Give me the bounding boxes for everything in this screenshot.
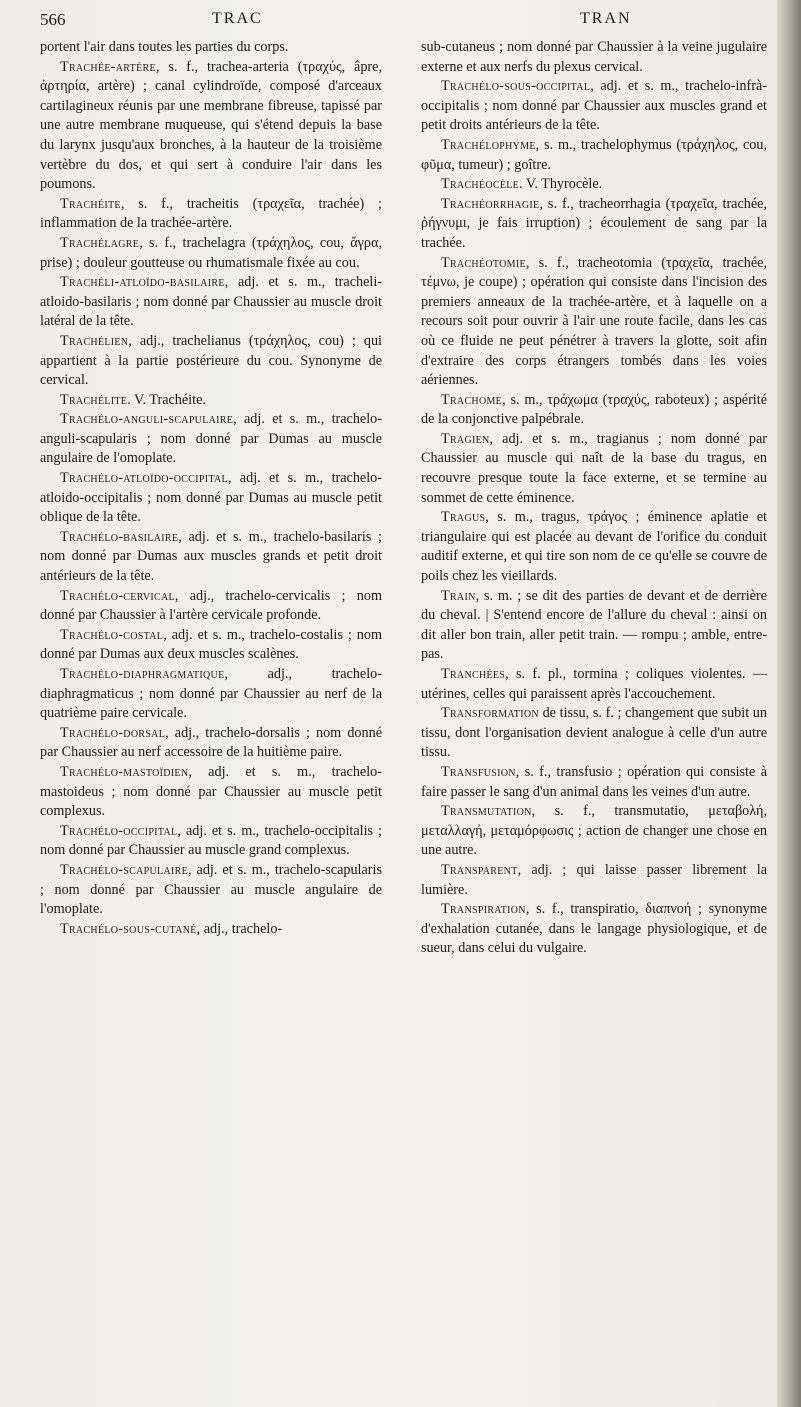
entry-headword: Trachélagre — [60, 234, 140, 251]
entry-definition: , s. m., τράχωμα (τραχύς, raboteux) ; aspérité de la conjonctive palpébrale. — [421, 391, 767, 428]
entry-headword: Trachélo-dorsal — [60, 724, 166, 741]
continuation-text: sub-cutaneus ; nom donné par Chaussier à la veine jugulaire externe et aux nerfs du plexus cervical. — [421, 39, 767, 75]
entry-definition: , s. f., tracheitis (τραχεῖα, trachée) ; inflammation de la trachée-artère. — [40, 195, 382, 232]
entry-headword: Transfusion — [441, 763, 516, 780]
entry-headword: Trachélo-scapulaire — [60, 861, 188, 878]
entry-definition: , s. m., trachelophymus (τράχηλος, cou, φῦμα, tumeur) ; goître. — [421, 136, 767, 173]
entry-definition: , adj., trachelianus (τράχηλος, cou) ; qui appartient à la partie postérieure du cou. Synonyme de cervical. — [40, 332, 382, 389]
entry-definition: , adj. et s. m., trachelo-anguli-scapularis ; nom donné par Dumas au muscle angulaire de l'omoplate. — [40, 411, 382, 467]
dictionary-entry — [40, 195, 382, 234]
dictionary-entry — [421, 77, 767, 136]
dictionary-entry — [421, 861, 767, 900]
entry-definition: , adj. et s. m., trachelo-atloido-occipitalis ; nom donné par Dumas au muscle petit oblique de la tête. — [40, 470, 382, 526]
entry-headword: Train — [441, 587, 476, 604]
right-column — [421, 38, 767, 959]
entry-headword: Trachéotomie — [441, 254, 526, 271]
dictionary-entry — [40, 822, 382, 861]
running-head-left: TRAC — [212, 10, 263, 27]
dictionary-entry — [40, 273, 382, 332]
page-number: 566 — [40, 10, 66, 29]
entry-headword: Tranchées — [441, 666, 506, 682]
entry-definition: , adj. et s. m., trachelo-basilaris ; nom donné par Dumas aux muscles grands et petit droit antérieurs de la tête. — [40, 528, 382, 585]
entry-definition: , adj. et s. m., trachelo-infrà-occipitalis ; nom donné par Chaussier aux muscles grand et petit droits antérieurs de la tête. — [421, 78, 767, 134]
entry-definition: , adj., trachelo- — [196, 920, 283, 937]
entry-definition: , adj. et s. m., tracheli-atloido-basilaris ; nom donné par Chaussier au muscle droit latéral de la tête. — [40, 274, 382, 330]
dictionary-entry — [40, 920, 382, 940]
dictionary-entry — [421, 430, 767, 508]
entry-headword: Trachélo-costal — [60, 626, 164, 643]
dictionary-entry — [40, 234, 382, 273]
entry-definition: , s. m., tragus, τράγος ; éminence aplatie et triangulaire qui est placée au devant de l'orifice du conduit auditif externe, et qui tire son nom de ce qu'elle se couvre de poils chez les vieillards. — [421, 509, 767, 585]
dictionary-entry — [421, 254, 767, 391]
dictionary-entry — [40, 410, 382, 469]
entry-definition: , adj., trachelo-diaphragmaticus ; nom donné par Chaussier au nerf de la quatrième paire cervicale. — [40, 666, 382, 722]
entry-headword: Trachélo-anguli-scapulaire — [60, 411, 234, 428]
dictionary-entry — [421, 195, 767, 254]
dictionary-entry — [40, 391, 382, 411]
entry-headword: Trachélo-mastoïdien — [60, 763, 189, 780]
entry-definition: de tissu, s. f. ; changement que subit un tissu, dont l'organisation devient analogue à celle d'un autre tissu. — [421, 705, 767, 761]
dictionary-entry — [40, 528, 382, 587]
entry-headword: Trachélo-basilaire — [60, 528, 179, 545]
dictionary-entry — [421, 704, 767, 763]
dictionary-entry — [40, 665, 382, 724]
entry-headword: Trachélophyme — [441, 136, 536, 153]
entry-definition: , adj. ; qui laisse passer librement la lumière. — [421, 861, 767, 898]
entry-definition: . V. Thyrocèle. — [519, 176, 603, 193]
entry-headword: Trachélien — [60, 332, 129, 349]
entry-headword: Trachélite — [60, 391, 128, 408]
entry-definition: , s. f., tracheorrhagia (τραχεῖα, trachée, ῥήγνυμι, je fais irruption) ; écoulement de sang par la trachée. — [421, 195, 767, 251]
dictionary-entry — [421, 763, 767, 802]
entry-headword: Trachéocèle — [441, 176, 520, 193]
page-header — [40, 10, 770, 34]
dictionary-entry — [40, 469, 382, 528]
entry-definition: , s. f., trachelagra (τράχηλος, cou, ἄγρα, prise) ; douleur goutteuse ou rhumatismale fixée au cou. — [40, 234, 382, 271]
entry-headword: Trachélo-occipital — [60, 822, 178, 839]
entry-headword: Trachélo-cervical — [60, 587, 175, 604]
entry-headword: Transmutation — [441, 803, 532, 820]
entry-definition: , s. f., transpiratio, διαπνοή ; synonyme d'exhalation cutanée, dans le langage physiologique, et de sueur, dans celui du vulgaire. — [421, 901, 767, 957]
dictionary-entry — [40, 724, 382, 763]
entry-headword: Trachélo-sous-occipital — [441, 78, 591, 95]
entry-definition: , s. f., transfusio ; opération qui consiste à faire passer le sang d'un animal dans les veines d'un autre. — [421, 763, 767, 800]
entry-headword: Trachélo-diaphragmatique — [60, 666, 225, 682]
running-head-right: TRAN — [580, 10, 632, 27]
entry-definition: , s. f., tracheotomia (τραχεῖα, trachée, τέμνω, je coupe) ; opération qui consiste dans l'incision des premiers anneaux de la trachée-artère, et à laquelle on a recours soit pour ouvrir à l'air une route facile, dans les cas où ce fluide ne peut pénétrer à travers la glotte, soit afin d'extraire des corps étrangers tombés dans les voies aériennes. — [421, 254, 767, 389]
dictionary-entry — [421, 802, 767, 861]
entry-definition: , adj., trachelo-dorsalis ; nom donné par Chaussier au nerf accessoire de la huitième paire. — [40, 724, 382, 761]
dictionary-entry — [40, 58, 382, 195]
entry-definition: , s. f., transmutatio, μεταβολή, μεταλλαγή, μεταμόρφωσις ; action de changer une chose en une autre. — [421, 803, 767, 859]
dictionary-entry — [421, 665, 767, 704]
entry-headword: Transformation — [441, 705, 539, 722]
entry-definition: , adj. et s. m., trachelo-costalis ; nom donné par Dumas aux deux muscles scalènes. — [40, 626, 382, 663]
entry-headword: Trachéorrhagie — [441, 195, 540, 212]
entry-definition: , adj. et s. m., trachelo-scapularis ; nom donné par Chaussier au muscle angulaire de l'omoplate. — [40, 861, 382, 918]
dictionary-entry — [40, 626, 382, 665]
entry-headword: Tragien — [441, 430, 490, 447]
entry-headword: Tragus — [441, 509, 486, 526]
dictionary-entry — [421, 900, 767, 959]
entry-headword: Transpiration — [441, 901, 526, 918]
entry-headword: Trachélo-atloïdo-occipital — [60, 470, 228, 487]
dictionary-entry — [421, 391, 767, 430]
entry-headword: Transparent — [441, 861, 518, 878]
entry-headword: Trachélo-sous-cutané — [60, 920, 197, 937]
continuation-text: portent l'air dans toutes les parties du corps. — [40, 39, 289, 55]
dictionary-entry — [421, 175, 767, 195]
dictionary-entry — [421, 508, 767, 586]
entry-headword: Trachome — [441, 391, 503, 408]
dictionary-entry — [421, 136, 767, 175]
entry-definition: , adj. et s. m., trachelo-mastoideus ; nom donné par Chaussier au muscle petit complexus. — [40, 763, 382, 820]
dictionary-entry — [421, 587, 767, 665]
left-column — [40, 38, 382, 939]
dictionary-entry — [40, 332, 382, 391]
dictionary-entry — [40, 763, 382, 822]
dictionary-entry — [40, 587, 382, 626]
entry-definition: , s. f. pl., tormina ; coliques violentes. — utérines, celles qui paraissent après l'accouchement. — [421, 666, 767, 702]
entry-definition: , s. m. ; se dit des parties de devant et de derrière du cheval. | S'entend encore de l'allure du cheval : ainsi on dit aller bon train, aller petit train. — rompu ; amble, entre-pas. — [421, 587, 767, 663]
entry-definition: , adj. et s. m., tragianus ; nom donné par Chaussier au muscle qui naît de la base du tragus, en recouvre presque toute la face externe, et se termine au sommet de cette éminence. — [421, 430, 767, 506]
entry-definition: , adj. et s. m., trachelo-occipitalis ; nom donné par Chaussier au muscle grand complexus. — [40, 822, 382, 859]
entry-headword: Trachéite — [60, 195, 121, 212]
entry-headword: Trachée-artère — [60, 58, 156, 75]
page-edge-shadow — [777, 0, 801, 1407]
entry-definition: , s. f., trachea-arteria (τραχύς, âpre, ἀρτηρία, artère) ; canal cylindroïde, composé d'arceaux cartilagineux réunis par une membrane fibreuse, tapissé par une autre membrane muqueuse, qui s'étend depuis la base du larynx jusqu'aux bronches, à la hauteur de la troisième vertèbre du dos, et qui sert à conduire l'air dans les poumons. — [40, 58, 382, 193]
entry-definition: , adj., trachelo-cervicalis ; nom donné par Chaussier à l'artère cervicale profonde. — [40, 587, 382, 624]
dictionary-entry — [40, 861, 382, 920]
entry-headword: Trachéli-atloïdo-basilaire — [60, 274, 225, 291]
entry-definition: . V. Trachéite. — [127, 391, 206, 408]
